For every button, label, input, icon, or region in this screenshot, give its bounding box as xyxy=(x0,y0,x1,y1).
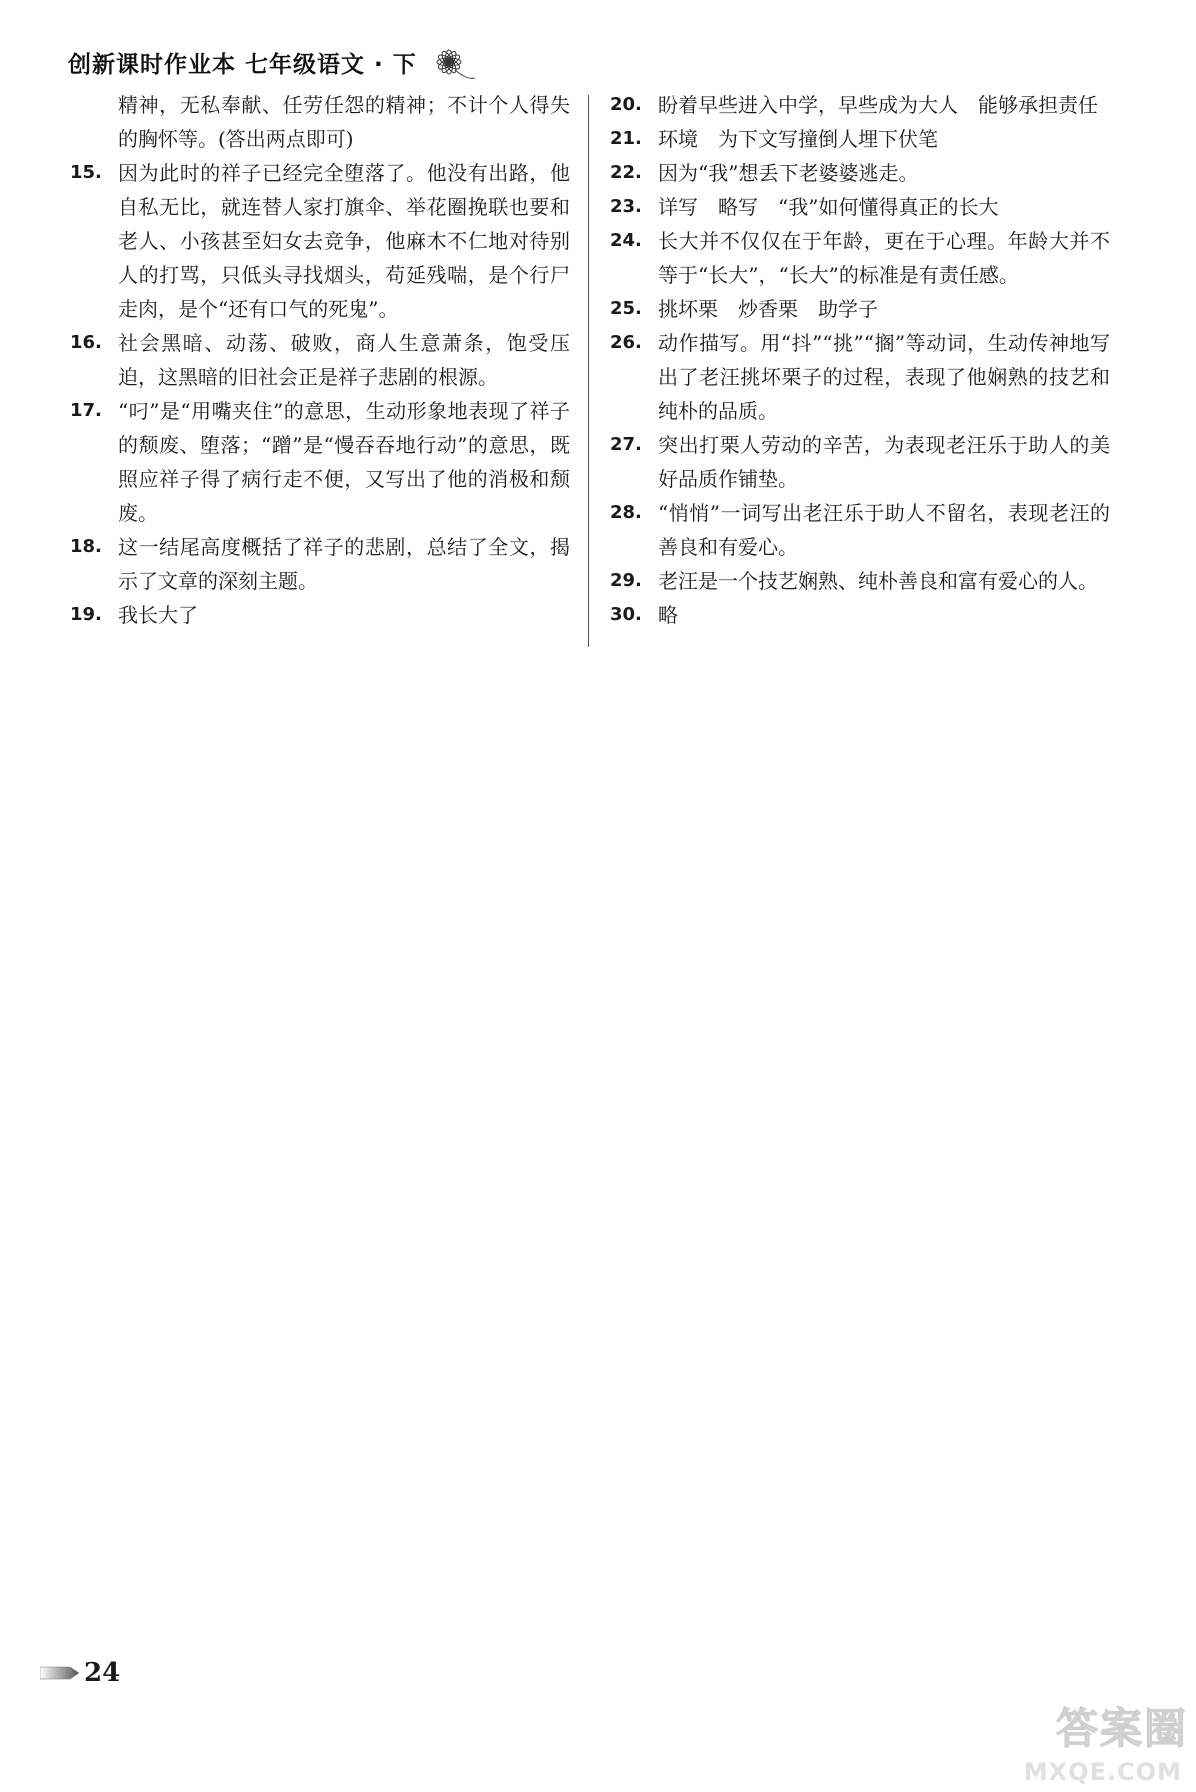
answer-number: 16. xyxy=(70,332,102,353)
answer-text: 精神，无私奉献、任劳任怨的精神；不计个人得失的胸怀等。(答出两点即可) xyxy=(118,93,570,151)
answer-number: 23. xyxy=(610,196,642,217)
answer-item xyxy=(70,394,570,530)
answer-number: 22. xyxy=(610,162,642,183)
page-header xyxy=(68,40,477,84)
answer-number: 15. xyxy=(70,162,102,183)
answer-item xyxy=(70,598,570,632)
answer-item xyxy=(610,190,1110,224)
answer-text: 略 xyxy=(658,603,678,627)
answer-number: 27. xyxy=(610,434,642,455)
right-answer-column xyxy=(610,88,1110,632)
answer-text: 详写 略写 “我”如何懂得真正的长大 xyxy=(658,195,999,219)
answer-text: 我长大了 xyxy=(118,603,198,627)
answer-number: 28. xyxy=(610,502,642,523)
answer-item xyxy=(610,122,1110,156)
answer-text: “悄悄”一词写出老汪乐于助人不留名，表现老汪的善良和有爱心。 xyxy=(658,501,1110,559)
answer-item xyxy=(70,88,570,156)
page-footer xyxy=(40,1658,120,1688)
answer-item xyxy=(70,326,570,394)
answer-number: 21. xyxy=(610,128,642,149)
answer-number: 20. xyxy=(610,94,642,115)
answer-number: 24. xyxy=(610,230,642,251)
answer-text: 环境 为下文写撞倒人埋下伏笔 xyxy=(658,127,938,151)
watermark-url: MXQE.COM xyxy=(1023,1758,1182,1786)
answer-text: 这一结尾高度概括了祥子的悲剧，总结了全文，揭示了文章的深刻主题。 xyxy=(118,535,570,593)
answer-text: 动作描写。用“抖”“挑”“搁”等动词，生动传神地写出了老汪挑坏栗子的过程，表现了他娴熟的技艺和纯朴的品质。 xyxy=(658,331,1110,423)
left-answer-column xyxy=(70,88,570,632)
answer-item xyxy=(610,564,1110,598)
answer-number: 17. xyxy=(70,400,102,421)
answer-item xyxy=(70,530,570,598)
answer-text: 挑坏栗 炒香栗 助学子 xyxy=(658,297,878,321)
answer-number: 26. xyxy=(610,332,642,353)
answer-text: 因为“我”想丢下老婆婆逃走。 xyxy=(658,161,919,185)
answer-text: 长大并不仅仅在于年龄，更在于心理。年龄大并不等于“长大”，“长大”的标准是有责任感。 xyxy=(658,229,1110,287)
watermark-char: 答 xyxy=(1055,1704,1098,1753)
answer-number: 30. xyxy=(610,604,642,625)
answer-number: 19. xyxy=(70,604,102,625)
watermark-char: 圈 xyxy=(1143,1704,1186,1753)
answer-item xyxy=(610,292,1110,326)
answer-text: 因为此时的祥子已经完全堕落了。他没有出路，他自私无比，就连替人家打旗伞、举花圈挽联也要和老人、小孩甚至妇女去竞争，他麻木不仁地对待别人的打骂，只低头寻找烟头，苟延残喘，是个行尸走肉，是个“还有口气的死鬼”。 xyxy=(118,161,570,321)
answer-item xyxy=(610,156,1110,190)
answer-text: “叼”是“用嘴夹住”的意思，生动形象地表现了祥子的颓废、堕落；“蹭”是“慢吞吞地行动”的意思，既照应祥子得了病行走不便，又写出了他的消极和颓废。 xyxy=(118,399,570,525)
answer-item xyxy=(610,598,1110,632)
answer-text: 社会黑暗、动荡、破败，商人生意萧条，饱受压迫，这黑暗的旧社会正是祥子悲剧的根源。 xyxy=(118,331,570,389)
answer-text: 盼着早些进入中学，早些成为大人 能够承担责任 xyxy=(658,93,1098,117)
answer-text: 老汪是一个技艺娴熟、纯朴善良和富有爱心的人。 xyxy=(658,569,1098,593)
answer-text: 突出打栗人劳动的辛苦，为表现老汪乐于助人的美好品质作铺垫。 xyxy=(658,433,1110,491)
watermark-char: 案 xyxy=(1099,1704,1142,1753)
answer-number: 25. xyxy=(610,298,642,319)
answer-number: 29. xyxy=(610,570,642,591)
answer-item xyxy=(610,428,1110,496)
book-title: 创新课时作业本 七年级语文 · 下 xyxy=(68,51,417,78)
answer-number: 18. xyxy=(70,536,102,557)
watermark-logo xyxy=(1023,1696,1190,1786)
page-number: 24 xyxy=(84,1658,121,1688)
answer-item xyxy=(70,156,570,326)
answer-item xyxy=(610,88,1110,122)
flower-icon xyxy=(425,40,477,84)
answer-item xyxy=(610,326,1110,428)
answer-item xyxy=(610,224,1110,292)
page-arrow-icon xyxy=(40,1665,80,1681)
answer-item xyxy=(610,496,1110,564)
column-divider xyxy=(588,95,589,647)
